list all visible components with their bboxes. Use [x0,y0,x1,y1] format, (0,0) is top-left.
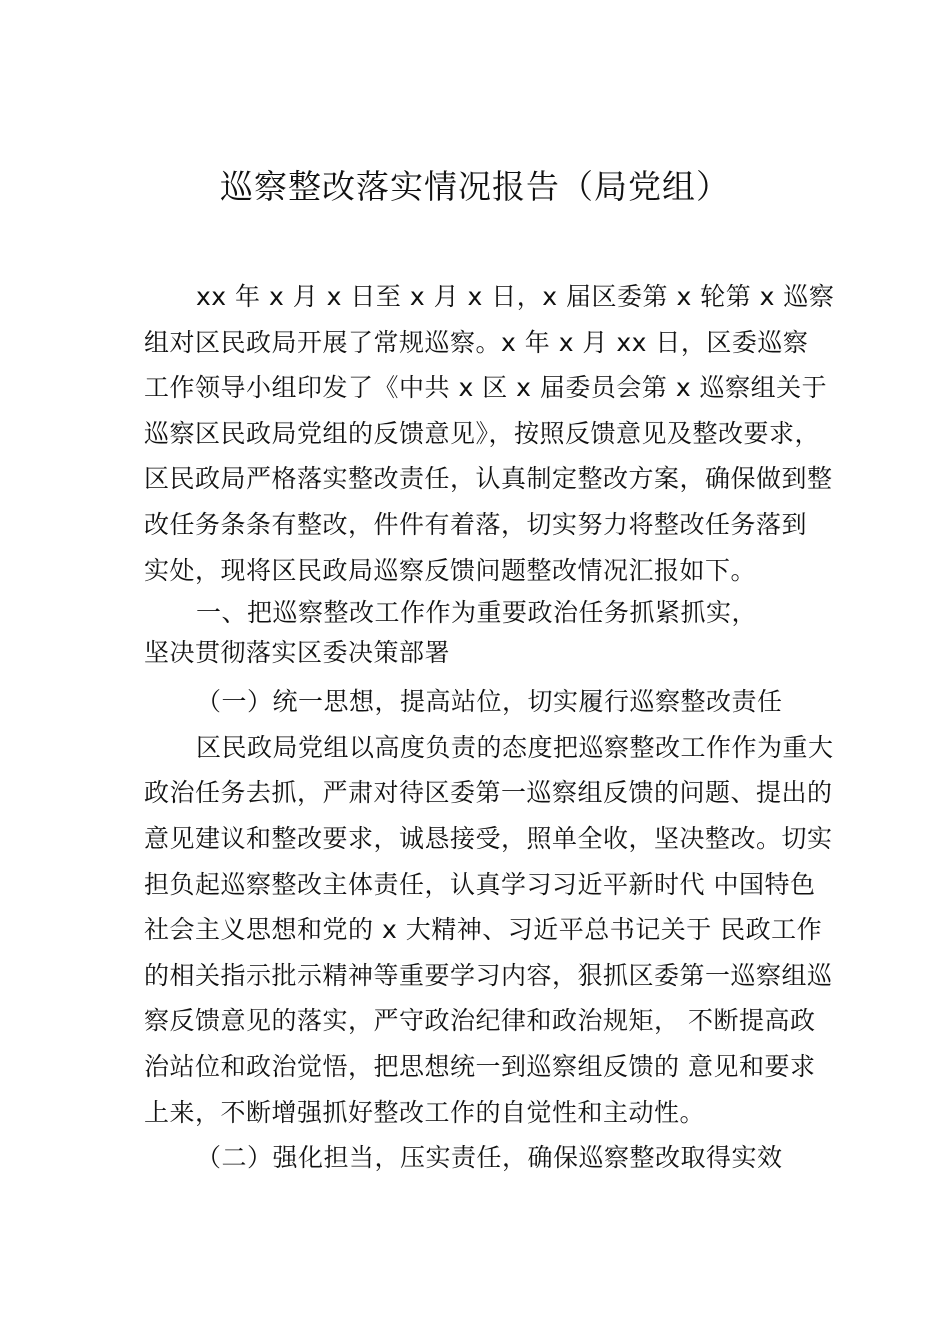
paragraph-line: 治站位和政治觉悟，把思想统一到巡察组反馈的 意见和要求 [144,1051,816,1081]
subsection-2 [144,1135,836,1181]
intro-paragraph [144,274,836,593]
paragraph-line: 区民政局党组以高度负责的态度把巡察整改工作作为重大 [196,732,834,762]
paragraph-line: 政治任务去抓，严肃对待区委第一巡察组反馈的问题、提出的 [144,778,833,808]
document-body [144,274,836,1181]
paragraph-line: 担负起巡察整改主体责任，认真学习习近平新时代 中国特色 [144,869,816,899]
subsection-1 [144,679,836,1135]
paragraph-line: 的相关指示批示精神等重要学习内容，狠抓区委第一巡察组巡 [144,960,833,990]
paragraph-line: 组对区民政局开展了常规巡察。x 年 x 月 xx 日，区委巡察 [144,327,809,357]
subsection-heading: （一）统一思想，提高站位，切实履行巡察整改责任 [196,687,783,717]
paragraph-line: 实处，现将区民政局巡察反馈问题整改情况汇报如下。 [144,555,757,585]
subsection-heading: （二）强化担当，压实责任，确保巡察整改取得实效 [196,1143,783,1173]
paragraph-line: xx 年 x 月 x 日至 x 月 x 日，x 届区委第 x 轮第 x 巡察 [196,282,835,311]
paragraph-line: 上来，不断增强抓好整改工作的自觉性和主动性。 [144,1097,706,1127]
section-heading-line: 坚决贯彻落实区委决策部署 [144,638,451,668]
section-heading-1 [144,593,836,673]
paragraph-line: 改任务条条有整改，件件有着落，切实努力将整改任务落到 [144,509,808,539]
paragraph-line: 意见建议和整改要求，诚恳接受，照单全收，坚决整改。切实 [144,823,833,853]
paragraph-line: 工作领导小组印发了《中共 x 区 x 届委员会第 x 巡察组关于 [144,373,828,403]
paragraph-line: 区民政局严格落实整改责任，认真制定整改方案，确保做到整 [144,464,833,494]
paragraph-line: 巡察区民政局党组的反馈意见》，按照反馈意见及整改要求， [144,418,821,448]
paragraph-line: 察反馈意见的落实，严守政治纪律和政治规矩， 不断提高政 [144,1006,816,1036]
document-title: 巡察整改落实情况报告（局党组） [220,167,730,206]
paragraph-line: 社会主义思想和党的 x 大精神、习近平总书记关于 民政工作 [144,915,823,945]
section-heading-line: 一、把巡察整改工作作为重要政治任务抓紧抓实， [196,598,758,628]
